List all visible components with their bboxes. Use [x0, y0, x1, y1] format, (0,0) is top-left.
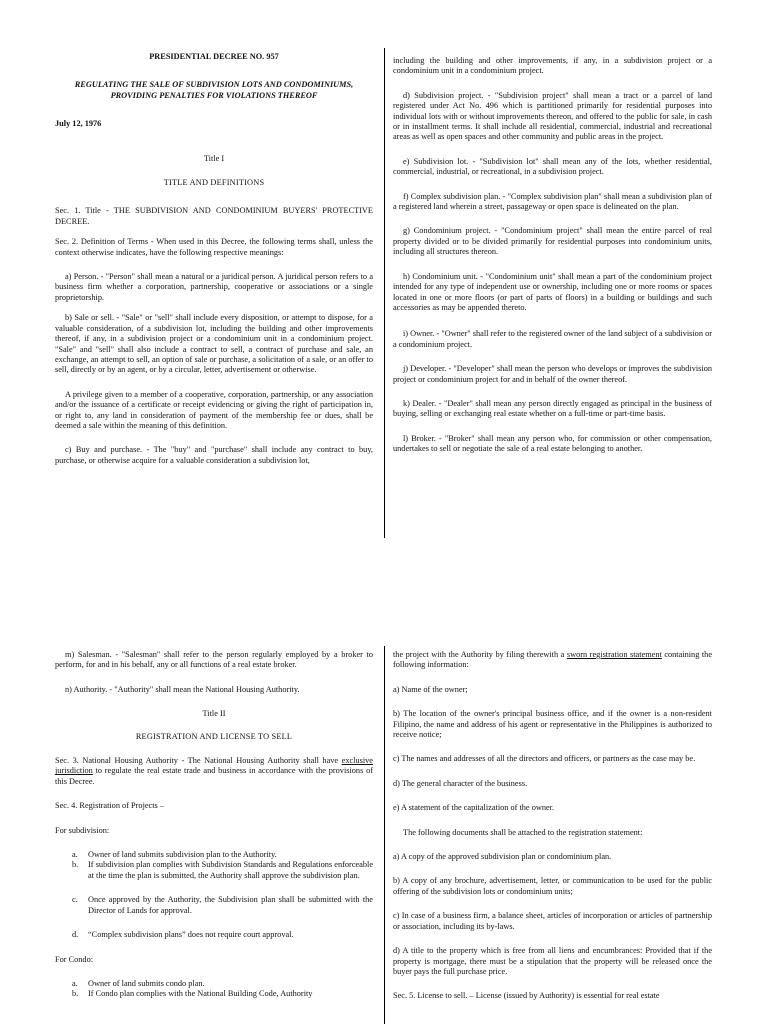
definition-d: d) Subdivision project. - "Subdivision project" shall mean a tract or a parcel of land registered under Act No. 496 which is partitioned primarily for residential purposes into individual lots with or without improvements thereon, and offered to the public for sale, in cash or in installment terms. It shall include all residential, commercial, industrial and recreational areas as well as open spaces and other community and public areas in the project. — [393, 90, 712, 142]
doc-c: c) In case of a business firm, a balance sheet, articles of incorporation or articles of partnership or association, including its by-laws. — [393, 911, 712, 931]
decree-date: July 12, 1976 — [55, 119, 102, 129]
doc-d: d) A title to the property which is free from all liens and encumbrances: Provided that if the property is mortgage, there must be a stipulation that the property will be released once the buyer pays the full purchase price. — [393, 946, 712, 976]
definition-k: k) Dealer. - "Dealer" shall mean any person directly engaged as principal in the business of buying, selling or exchanging real estate whether on a full-time or part-time basis. — [393, 398, 712, 419]
section-2: Sec. 2. Definition of Terms - When used in this Decree, the following terms shall, unless the context otherwise indicates, have the following respective meanings: — [55, 237, 373, 257]
doc-b: b) A copy of any brochure, advertisement, letter, or communication to be used for the public offering of the subdivision lots or condominium units; — [393, 876, 712, 896]
list-item: d. “Complex subdivision plans” does not require court approval. — [72, 930, 294, 940]
section-3-text: Sec. 3. National Housing Authority - The National Housing Authority shall have — [55, 756, 342, 766]
info-a: a) Name of the owner; — [393, 684, 468, 694]
documents-intro: The following documents shall be attached to the registration statement: — [403, 827, 643, 837]
sworn-registration-statement: sworn registration statement — [566, 650, 662, 659]
definition-b: b) Sale or sell. - "Sale" or "sell" shall include every disposition, or attempt to dispose, for a valuable consideration, of a subdivision lot, including the building and other improvements thereof, if any, in a subdivision project or a condominium unit in a condominium project. "Sale" and "sell" shall also include a contract to sell, a contract of purchase and sale, an exchange, an attempt to sell, an option of sale or purchase, a solicitation of a sale, or an offer to sell, directly or by an agent, or by a circular, letter, advertisement or otherwise. — [55, 313, 373, 375]
document-page-2 — [0, 638, 768, 1024]
list-item: a. Owner of land submits condo plan. — [72, 978, 205, 988]
section-1: Sec. 1. Title - THE SUBDIVISION AND CONDOMINIUM BUYERS' PROTECTIVE DECREE. — [55, 206, 373, 226]
page1-left-column — [55, 52, 373, 548]
definition-m: m) Salesman. - "Salesman" shall refer to the person regularly employed by a broker to perform, for and in his behalf, any or all functions of a real estate broker. — [55, 650, 373, 670]
info-b: b) The location of the owner's principal business office, and if the owner is a non-resident Filipino, the name and address of his agent or representative in the Philippines is authorized to receive notice; — [393, 709, 712, 740]
definition-l: l) Broker. - "Broker" shall mean any person who, for commission or other compensation, undertakes to sell or negotiate the sale of a real estate belonging to another. — [393, 433, 712, 454]
for-subdivision-label: For subdivision: — [55, 825, 110, 835]
list-item: a. Owner of land submits subdivision plan to the Authority. — [72, 850, 277, 860]
list-item: b. If subdivision plan complies with Subdivision Standards and Regulations enforceable at the time the plan is submitted, the Authority shall approve the subdivision plan. — [72, 860, 373, 880]
registration-intro-text-end: containing the following information: — [393, 650, 713, 670]
condo-steps — [55, 979, 373, 1000]
doc-a: a) A copy of the approved subdivision plan or condominium plan. — [393, 852, 612, 862]
subdivision-steps — [55, 850, 373, 940]
list-item: c. Once approved by the Authority, the Subdivision plan shall be submitted with the Director of Lands for approval. — [72, 895, 373, 915]
definition-j: j) Developer. - "Developer" shall mean the person who develops or improves the subdivision project or condominium project for and in behalf of the owner thereof. — [393, 364, 712, 384]
page2-right-column — [393, 650, 712, 1024]
decree-title: PRESIDENTIAL DECREE NO. 957 — [149, 52, 279, 61]
column-divider — [384, 646, 385, 1024]
section-4: Sec. 4. Registration of Projects – — [55, 801, 164, 811]
title-1-name: TITLE AND DEFINITIONS — [163, 178, 265, 188]
definition-n: n) Authority. - "Authority" shall mean the National Housing Authority. — [65, 684, 300, 694]
definition-c: c) Buy and purchase. - The "buy" and "purchase" shall include any contract to buy, purchase, or otherwise acquire for a valuable consideration a subdivision lot, — [55, 445, 373, 465]
section-5: Sec. 5. License to sell. – License (issued by Authority) is essential for real estate — [393, 991, 660, 1001]
decree-subtitle: REGULATING THE SALE OF SUBDIVISION LOTS AND CONDOMINIUMS, PROVIDING PENALTIES FOR VIOLATIONS THEREOF — [74, 80, 354, 100]
definition-f: f) Complex subdivision plan. - "Complex subdivision plan" shall mean a subdivision plan of a registered land wherein a street, passageway or open space is delineated on the plan. — [393, 191, 712, 212]
info-d: d) The general character of the business. — [393, 778, 528, 788]
registration-intro-text: the project with the Authority by filing therewith a — [393, 650, 567, 659]
title-2-heading: Title II — [202, 709, 226, 719]
for-condo-label: For Condo: — [55, 954, 94, 964]
page1-right-column — [393, 56, 712, 548]
definition-g: g) Condominium project. - "Condominium project" shall mean the entire parcel of real property divided or to be divided primarily for residential purposes into condominium units, including all structures thereon. — [393, 226, 712, 257]
definition-i: i) Owner. - "Owner" shall refer to the registered owner of the land subject of a subdivision or a condominium project. — [393, 329, 712, 349]
title-2-name: REGISTRATION AND LICENSE TO SELL — [135, 731, 293, 741]
exclusive-jurisdiction: exclusive jurisdiction — [55, 756, 373, 776]
definition-c-continued: including the building and other improvements, if any, in a subdivision project or a condominium unit in a condominium project. — [393, 56, 712, 76]
definition-e: e) Subdivision lot. - "Subdivision lot" shall mean any of the lots, whether residential, commercial, industrial, or recreational, in a subdivision project. — [393, 156, 712, 177]
section-3 — [55, 756, 373, 787]
section-3-text-end: to regulate the real estate trade and business in accordance with the provisions of this Decree. — [55, 766, 373, 786]
info-c: c) The names and addresses of all the directors and officers, or partners as the case may be. — [393, 754, 696, 764]
privilege-paragraph: A privilege given to a member of a cooperative, corporation, partnership, or any association and/or the issuance of a certificate or receipt evidencing or giving the right of participation in, or right to, any land in consideration of payment of the membership fee or dues, shall be deemed a sale within the meaning of this definition. — [55, 389, 373, 430]
definition-a: a) Person. - "Person" shall mean a natural or a juridical person. A juridical person refers to a business firm whether a corporation, partnership, cooperative or associations or a single proprietorship. — [55, 272, 373, 302]
info-e: e) A statement of the capitalization of the owner. — [393, 803, 555, 813]
page2-left-column — [55, 650, 373, 1024]
list-item: b. If Condo plan complies with the National Building Code, Authority — [72, 989, 313, 999]
title-1-heading: Title I — [203, 153, 225, 163]
definition-h: h) Condominium unit. - "Condominium unit" shall mean a part of the condominium project intended for any type of independent use or ownership, including one or more rooms or spaces located in one or more floors (or part of parts of floors) in a building or buildings and such accessories as may be appended thereto. — [393, 271, 712, 312]
registration-intro — [393, 650, 712, 671]
column-divider — [384, 48, 385, 538]
